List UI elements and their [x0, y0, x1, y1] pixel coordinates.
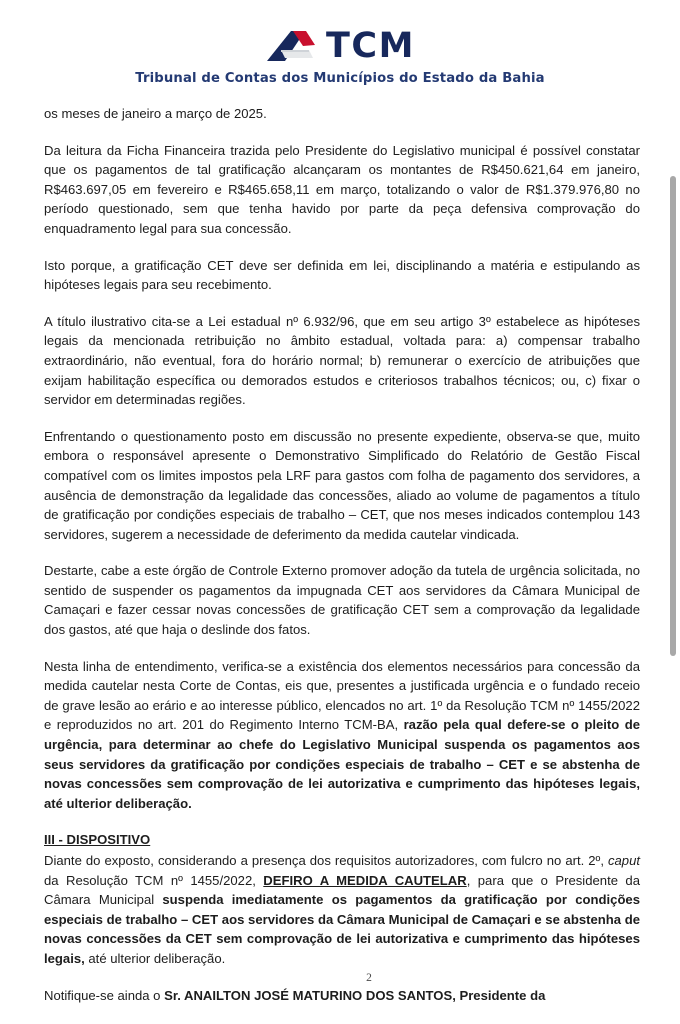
- defiro-medida-cautelar: DEFIRO A MEDIDA CAUTELAR: [263, 872, 467, 888]
- paragraph-7-plain: Nesta linha de entendimento, verifica-se a existência dos elementos necessários para concessão da medida cautelar nesta Corte de Contas, eis que, presentes a justificada urgência e o fundado receio de grave lesão ao erário e ao interesse público, elencados no art. 1º da Resolução TCM nº 1455/2022 e reproduzidos no art. 201 do Regimento Interno TCM-BA,: [44, 658, 640, 733]
- paragraph-8-mid: , para que o Presidente da Câmara Municipal: [44, 872, 640, 908]
- paragraph-4: A título ilustrativo cita-se a Lei estadual nº 6.932/96, que em seu artigo 3º estabelece as hipóteses legais da mencionada retribuição no âmbito estadual, voltada para: a) compensar trabalho extraordinário, não eventual, fora do horário normal; b) remunerar o exercício de atribuições que exijam habilitação específica ou demorados estudos e criteriosos trabalhos técnicos; ou, c) fixar o servidor em determinadas regiões.: [44, 313, 640, 408]
- paragraph-8-resolution: da Resolução TCM nº 1455/2022,: [44, 872, 264, 888]
- paragraph-7: [44, 657, 640, 814]
- paragraph-8-intro: Diante do exposto, considerando a presença dos requisitos autorizadores, com fulcro no art. 2º,: [44, 853, 608, 868]
- paragraph-9-plain: Notifique-se ainda o: [44, 987, 165, 1003]
- paragraph-9-name: Sr. ANAILTON JOSÉ MATURINO DOS SANTOS, Presidente da: [164, 987, 546, 1003]
- paragraph-2: Da leitura da Ficha Financeira trazida pelo Presidente do Legislativo municipal é possível constatar que os pagamentos de tal gratificação alcançaram os montantes de R$450.621,64 em janeiro, R$463.697,05 em fevereiro e R$465.658,11 em março, totalizando o valor de R$1.379.976,80 no período questionado, sem que tenha havido por parte da peça defensiva comprovação do enquadramento legal para sua concessão.: [44, 142, 640, 236]
- paragraph-8-tail: até ulterior deliberação.: [84, 950, 226, 966]
- paragraph-3: Isto porque, a gratificação CET deve ser definida em lei, disciplinando a matéria e estipulando as hipóteses legais para seu recebimento.: [44, 257, 640, 293]
- paragraph-1: os meses de janeiro a março de 2025.: [44, 106, 267, 121]
- paragraph-9: [44, 986, 640, 1006]
- paragraph-6: Destarte, cabe a este órgão de Controle Externo promover adoção da tutela de urgência solicitada, no sentido de suspender os pagamentos da impugnada CET aos servidores da Câmara Municipal de Camaçari e fazer cessar novas concessões de gratificação CET sem a comprovação da legalidade dos gastos, até que haja o deslinde dos fatos.: [44, 563, 640, 638]
- section-heading-dispositivo: III - DISPOSITIVO: [44, 832, 151, 848]
- tcm-subtitle: Tribunal de Contas dos Municípios do Estado da Bahia: [135, 71, 545, 86]
- document-header: [0, 0, 680, 92]
- paragraph-5: Enfrentando o questionamento posto em discussão no presente expediente, observa-se que, muito embora o responsável apresente o Demonstrativo Simplificado do Relatório de Gestão Fiscal compatível com os limites impostos pela LRF para gastos com folha de pagamento dos servidores, a ausência de demonstração da legalidade das concessões, aliado ao volume de pagamentos a título de gratificação por condições especiais de trabalho – CET, que nos meses indicados contemplou 143 servidores, sugerem a necessidade de deferimento da medida cautelar vindicada.: [44, 428, 640, 542]
- vertical-scrollbar-track[interactable]: [666, 0, 680, 1024]
- tcm-logo: [0, 26, 680, 66]
- tcm-a-mark-icon: [265, 28, 317, 64]
- tcm-wordmark: TCM: [326, 26, 415, 66]
- paragraph-8-caput: caput: [607, 853, 640, 868]
- paragraph-8-emphasis: suspenda imediatamente os pagamentos da gratificação por condições especiais de trabalho – CET aos servidores da Câmara Municipal de Camaçari e se abstenha de novas concessões da CET sem comprovação de lei autorizativa e cumprimento das hipóteses legais,: [44, 892, 641, 966]
- vertical-scrollbar-thumb[interactable]: [670, 176, 676, 656]
- page-number: 2: [366, 972, 372, 984]
- paragraph-8: [44, 851, 640, 969]
- paragraph-7-emphasis: razão pela qual defere-se o pleito de urgência, para determinar ao chefe do Legislativo Municipal suspenda os pagamentos aos seus servidores da gratificação por condições especiais de trabalho – CET e se abstenha de novas concessões sem comprovação de lei autorizativa e cumprimento das hipóteses legais, até ulterior deliberação.: [44, 717, 640, 811]
- document-body: [0, 104, 680, 1005]
